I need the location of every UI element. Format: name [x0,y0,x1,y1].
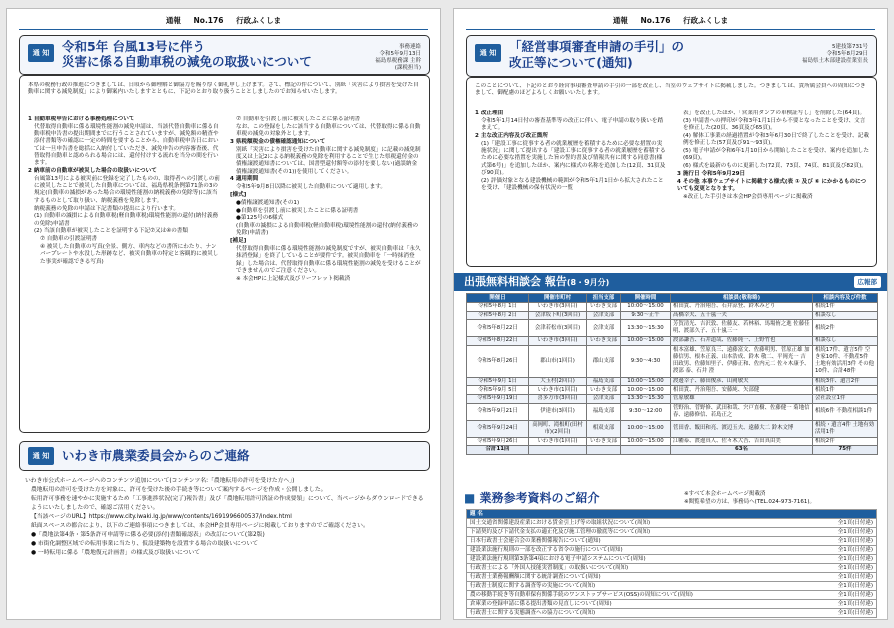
table-cell: 相田貴、丹治翔吾、石井涼登、鈴木みどり [671,303,813,312]
refs-title: 農の移動手続き等自動車保有関係手続のワンストップサービス(OSS)の周知について(周知) [467,591,817,600]
table-cell: 合計11回 [467,446,529,455]
refs-row [467,555,877,564]
table-row [467,311,878,320]
notice-paragraph: 令和5年9月8日以降に被災した自動車について適用します。 [236,184,386,191]
table-cell: 相双支部 [587,420,621,437]
refs-note: ※すべて本会ホームページ掲載済 [684,491,766,497]
table-cell: いわき市(3回目) [529,303,587,312]
column-header: 相談員(敬称略) [671,294,813,303]
table-cell: 会津支部 [587,311,621,320]
notice-paragraph: 転用許可事務を速やかに実施するため「工事進捗状況(完了)報告書」及び「農地転用許可済証の作成要領」について、当ページからダウンロードできるようにいたしましたので、確認ご活用ください。 [31,496,424,511]
consultation-table [466,293,878,455]
notice-paragraph: (1)「建設工事に従事する者の就業履歴を蓄積するために必要な措置の実施状況」に関して提出する「建設工事に従事する者の就業履歴を蓄積するために必要な措置を実施した旨の誓約書及び情報共有に関する同意書(様式第6号)」を追加したほか、案内に様式の名称を追加した(12頁、31頁及び90頁)。 [481,140,666,176]
notice-paragraph: ●自動車を引渡し前に被災したことに係る証明書 [236,207,359,214]
refs-table-header: 題 名 [467,510,877,519]
meta-line: (課税担当) [394,65,421,71]
notice-paragraph: ※改正した手引きは本会HP会員専用ページに掲載済 [683,193,813,200]
table-cell: 令和5年9月24日 [467,420,529,437]
notice-meta [802,44,868,65]
page-header [19,15,428,30]
notice-paragraph: 令和5年1月14日付の審査基準等の改正に伴い、電子申請の取り扱いを踏まえて。 [481,117,664,132]
refs-pages: 全1頁(日付違) [816,546,876,555]
table-cell: 10:00〜15:00 [621,303,671,312]
table-row [467,345,878,377]
right-page [453,8,888,620]
table-cell: 令和5年9月21日 [467,403,529,420]
refs-row [467,519,877,528]
notice-column-right [230,116,422,428]
table-cell: 会津支部 [587,394,621,403]
table-cell: 令和5年9月26日 [467,437,529,446]
refs-row [467,573,877,582]
table-cell: 高岡町、滝根町(田村市)(2回目) [529,420,587,437]
refs-table-body [467,519,877,618]
refs-title: 行政書士に関する実態調査への協力について(周知) [467,609,817,618]
notice-paragraph: 台風第13号による被災前に登録を完了したものの、取得者への引渡しの前に被災したことで被災した自動車については、福島県税条例第71条の3の規定(自動車の滅損があった場合の環境性能割の納税義務の免除等)に該当するものとして取り扱い、納税義務を免除します。 [34,175,220,204]
notice-paragraph: (2) 評価対象となる建設機械の範囲が令和5年1月1日から拡大されたことを受け、「建設機械の保有状況の一覧 [481,177,664,191]
notice-tag: 通 知 [28,447,54,465]
notice-paragraph: [様式] [230,191,247,198]
notice-box-title [466,35,877,77]
column-header: 開催市町村 [529,294,587,303]
table-cell: 福島支部 [587,403,621,420]
table-cell: 13:30〜15:30 [621,320,671,337]
notice-paragraph: 【当該ページのURL】https://www.city.iwaki.lg.jp/www/contents/1691996600537/index.html [31,513,292,520]
header-number: No.176 [640,16,671,25]
notice-paragraph: 3 県税額税金の債権確認通知について [230,138,326,145]
notice-title: 「経営事項審査申請の手引」の [509,39,685,54]
table-row [467,303,878,312]
refs-table [466,509,877,618]
table-cell: 令和5年9月 1日 [467,377,529,386]
refs-notes [684,490,879,508]
refs-row [467,609,877,618]
table-cell: 渡部謙吾、石井道哉、佐藤純一、上野竹也 [671,337,813,346]
table-cell: 会津支部 [587,320,621,337]
table-cell: いわき支部 [587,303,621,312]
refs-row [467,591,877,600]
table-cell: 郡山支部 [587,345,621,377]
header-name: 通報 [165,16,181,25]
table-cell: 令和5年8月22日 [467,320,529,337]
notice-column-left [28,116,220,428]
page-header [466,15,875,30]
table-cell: 令和5年8月22日 [467,337,529,346]
header-org: 行政ふくしま [236,16,282,25]
table-cell: 相続6件 不動産相談1件 [813,403,878,420]
table-cell: 菅田香、飯田和亮、渡辺玉夫、遠藤大二 鈴木文博 [671,420,813,437]
refs-pages: 全1頁(日付違) [816,537,876,546]
refs-row [467,582,877,591]
table-cell: 相続1件 [813,303,878,312]
refs-note: ※閲覧希望の方は、事務局へ(TEL.024-973-7161)。 [684,499,816,505]
refs-pages: 全1頁(日付違) [816,573,876,582]
header-name: 通報 [612,16,628,25]
notice-paragraph: 表」を改正したほか、「営業用ダンプの車検証写し」を削除した(64頁)。 [683,110,866,116]
table-cell: 菅野治、菅野修、武田和哉、宍戸直樹、佐藤健一 菊地信春、遠藤修信、若島正之 [671,403,813,420]
table-row [467,394,878,403]
section-badge: 広報部 [854,276,882,288]
table-cell: 令和5年9月19日 [467,394,529,403]
table-cell: 会社設立1件 [813,394,878,403]
notice-paragraph: (5) 電子申請が令和6年1月10日から開始したことを受け、案内を追加した(69頁)。 [683,147,869,162]
notice-paragraph: 4 適用期間 [230,176,259,183]
table-cell: いわき市(3回目) [529,337,587,346]
table-cell: 9:30〜12:00 [621,403,671,420]
notice-paragraph: いわき市公式ホームページへのコンテンツ追加について(コンテンツ名:「農地転用の許可を受けた方へ」) [25,478,295,484]
notice-paragraph: ● 市街化調整区域での転用事業に当たり、仮設建築物を設置する場合の取扱いについて [31,541,259,548]
table-cell: いわき支部 [587,437,621,446]
column-header: 開催日 [467,294,529,303]
notice-paragraph: 農地転用の許可を受けた方を対象に、許可を受けた後の手続き等について案内するページを作成・公開しました。 [31,487,327,494]
notice-paragraph: ●債権譲渡通知書(その1) [236,199,300,206]
table-row [467,420,878,437]
notice-column-right [677,110,869,264]
refs-title: 建設業法施行規則第3条第4項における電子申請システムについて(周知) [467,555,817,564]
notice-paragraph: [補足] [230,238,247,245]
notice-intro: このことについて、下記のとおり経営事項審査申請の手引の一部を改正し、当室のウェブサイトに掲載しました。つきましては、貴所属会員への周知につきまして、御配慮のほどよろしくお願いいたします。 [475,83,866,97]
table-row [467,377,878,386]
table-cell: いわき市(1回目) [529,386,587,395]
notice-paragraph: 2 納車前の自動車が被災した場合の取扱いについて [28,168,157,175]
table-cell: 相談なし [813,311,878,320]
table-header-row [467,294,878,303]
table-cell: 令和5年9月 5日 [467,386,529,395]
table-cell: 江幡泰、渡邊真人、佐々木大吾、吉田真由美 [671,437,813,446]
notice-body-box [19,75,430,433]
table-cell: 相田貴、丹治翔吾、安藤純、矢部健 [671,386,813,395]
refs-pages: 全1頁(日付違) [816,528,876,537]
notice-column-left [475,110,667,264]
table-cell: 令和5年8月 2日 [467,311,529,320]
refs-pages: 全1頁(日付違) [816,582,876,591]
table-cell: 相続1件 [813,386,878,395]
table-cell: 10:00〜15:00 [621,337,671,346]
notice-body-box [466,77,877,267]
refs-pages: 全1頁(日付違) [816,600,876,609]
notice-paragraph: 納税義務の免除の申請は下記書類の提出により行います。 [34,205,179,212]
table-cell: 相続17件、遺言5件 空き家10件、不動産5件 土地有効活用3件 その他10件、合計48件 [813,345,878,377]
notice-paragraph: (4) 解体工事業の経過措置が令和3年6月30日で終了したことを受け、記載例を修正した(57頁及び91〜93頁)。 [683,132,869,147]
notice-paragraph: (1) 自動車の滅損による自動車税(軽自動車税)環境性能割の還付(納付義務の免除)申請書 [34,213,219,227]
table-cell: 会津坂下町(3回目) [529,311,587,320]
square-bullet-icon: ■ [464,491,480,505]
refs-title: 行政書士業務報酬額に関する統計調査について(周知) [467,573,817,582]
refs-title: 下請契約及び下請代金支払の適正化及び施工管理の徹底等について(周知) [467,528,817,537]
notice-paragraph: ●「農地法第4条・第5条許可申請等に係る必要(添付)書類確認表」の改訂について(第2版) [31,532,265,539]
table-cell: いわき市(1回目) [529,437,587,446]
table-cell: 10:00〜15:00 [621,377,671,386]
notice-tag: 通 知 [28,44,54,62]
column-header: 担当支部 [587,294,621,303]
meta-line: 事務連絡 [398,44,421,50]
refs-row [467,564,877,573]
column-header: 開催時間 [621,294,671,303]
table-row [467,337,878,346]
notice-paragraph: 2 主な改正内容及び改正箇所 [475,132,548,139]
refs-title: 倉庫業の登録申請に係る提出書類の見直しについて(周知) [467,600,817,609]
refs-row [467,600,877,609]
meta-line: 福島県税務課 主幹 [375,58,421,64]
notice-paragraph: ⑦ 自動車を引渡し前に被災したことに係る証明書 [236,116,361,122]
table-cell: 9:30〜4:30 [621,345,671,377]
meta-line: 5建技第731号 [832,44,868,50]
table-cell: 菅原敏雄 [671,394,813,403]
notice-paragraph: 1 自動車税申告における事務処理について [28,116,135,122]
table-cell: 相続3件、遺言2件 [813,377,878,386]
notice-paragraph: 代替取得自動車に係る環境性能割の減免申請は、当該代替自動車に係る自動車税申告書の提出期間までに行うことされていますが、減免額の精査や添付書類等の確認に一定の時間を要することから、自動車税申告日においては一旦申告書を総括に入納付していただき、減免申告の内容審査後、代替取得自動車と認められる場合には、還付付けする流れを当分の間を行います。 [34,123,219,167]
meta-line: 福島県土木部建設産業室長 [801,58,868,64]
table-cell: 芳賀清光、吉沢敦、佐藤友、若林裕、馬場侑之進 佐藤佳明、渡部久子、五十嵐三一 [671,320,813,337]
notice-paragraph: ●第125号の6様式 [236,215,284,222]
notice-body [25,477,425,613]
refs-row [467,528,877,537]
header-number: No.176 [193,16,224,25]
refs-pages: 全1頁(日付違) [816,591,876,600]
refs-title: 行政書士による「外国人技能実習制度」の取扱いについて(周知) [467,564,817,573]
refs-pages: 全1頁(日付違) [816,564,876,573]
consultation-section-header [454,273,887,291]
refs-row [467,537,877,546]
table-cell: 喜多方市(3回目) [529,394,587,403]
table-cell: 郡山市(1回目) [529,345,587,377]
notice-paragraph: 4 その他 本事ウェブサイトに掲載する様式(表 ① 及び ⑥ にかかるものについても変更となります。 [677,178,867,192]
table-cell: 令和5年8月26日 [467,345,529,377]
table-cell: 伊達市(3回目) [529,403,587,420]
notice-paragraph: ⑦ 自動車の引渡証明書 [40,236,98,243]
left-page [6,8,441,620]
table-cell [529,446,587,455]
notice-paragraph: (6) 様式を最新のものに更新した(72頁、73頁、74頁、81頁及び82頁)。 [683,163,867,170]
section-title: 業務参考資料のご紹介 [479,491,600,505]
table-cell: 相談なし [813,337,878,346]
notice-box-title [19,35,430,75]
section-title: 出張無料相談会 報告 [464,275,567,288]
notice-paragraph: 代替取得自動車に係る環境性能割の減免制度ですが、被災自動車は「永久抹消登録」を終了していることが要件です。被災自動車を「一時抹消登録」した場合は、代替取得自動車に係る環境性能割の減免を受けることができませんのでご注意ください。 [236,246,421,274]
table-cell: いわき支部 [587,337,621,346]
table-total-row [467,446,878,455]
refs-title: 行政書士制度に関する調査等の実施について(周知) [467,582,817,591]
table-cell: 10:00〜15:00 [621,420,671,437]
table-cell: 13:30〜15:30 [621,394,671,403]
table-cell: 75件 [813,446,878,455]
notice-paragraph: (自動車の滅損による自動車税(軽自動車税)環境性能割の還付(納付義務の免除)申請書) [236,223,419,237]
table-cell: 高橋幸夫、五十嵐一夫 [671,311,813,320]
refs-pages: 全1頁(日付違) [816,555,876,564]
table-cell [621,446,671,455]
table-cell: 10:00〜15:00 [621,437,671,446]
refs-pages: 全1頁(日付違) [816,609,876,618]
table-row [467,386,878,395]
refs-row [467,546,877,555]
table-cell: 令和5年8月 1日 [467,303,529,312]
notice-title: 令和5年 台風13号に伴う [62,39,205,54]
table-row [467,403,878,420]
table-cell: 相続2件 [813,437,878,446]
table-cell: 相続2件 [813,320,878,337]
refs-title: 日本行政書士会連合会の業務関係報告について(通知) [467,537,817,546]
table-cell: 9:30〜正午 [621,311,671,320]
table-row [467,437,878,446]
notice-paragraph: ④ 被災した自動車の写真(全景、側方、車内などの書所にわたり、ナンバープレートや水没した形跡など、被災自動車の特定と客観的に被災した事実が確認できる写真) [40,244,219,265]
notice-paragraph: ● 一時転用に係る「農地復元計画書」の様式及び取扱いについて [31,550,201,557]
column-header: 相談内容及び件数 [813,294,878,303]
refs-title: 建設業法施行規則の一部を改正する省令の施行について(周知) [467,546,817,555]
refs-pages: 全1頁(日付違) [816,519,876,528]
section-subtitle: (8・9月分) [566,278,610,287]
table-cell: 福島支部 [587,377,621,386]
table-cell: いわき支部 [587,386,621,395]
notice-meta [375,44,421,72]
table-cell [587,446,621,455]
table-cell: 63名 [671,446,813,455]
table-cell: 渡邊幸子、藤田俊彦、山岡敏夫 [671,377,813,386]
notice-paragraph: 3 施行日 令和5年9月29日 [677,170,746,177]
notice-box-title [19,441,430,471]
table-cell: 相続・遺言4件 土地有効活用1件 [813,420,878,437]
notice-paragraph: (2) 当該自動車が被災したことを証明する下記⑦又は④の書類 [34,228,188,235]
meta-line: 令和5年9月13日 [379,51,421,57]
notice-tag: 通 知 [475,44,501,62]
notice-title: 災害に係る自動車税の減免の取扱いについて [62,54,312,69]
refs-title: 国土交通省関係建設産業における賃金引上げ等の取組状況について(周知) [467,519,817,528]
notice-paragraph: (3) 申請書への押印が令和3年1月1日から不要となったことを受け、文言を修正した(20頁、36頁及び65頁)。 [683,117,866,132]
table-cell: 大玉村(2回目) [529,377,587,386]
header-org: 行政ふくしま [683,16,729,25]
table-row [467,320,878,337]
notice-title: いわき市農業委員会からのご連絡 [62,448,250,463]
notice-intro: 本県の税務行政の推進につきましては、日頃から御理解と御協力を賜り厚く御礼申し上げます。さて、標記の件について、別紙「災害により損害を受けた自動車に関する減免制度」により御案内いたしますとともに、下記のとおり取り扱うこととしましたのでお知らせいたします。 [28,82,419,96]
notice-paragraph: ※ 本会HPに上記様式及びリーフレット掲載済 [236,275,351,282]
notice-title: 改正等について(通知) [509,55,633,70]
table-cell: 会津若松市(3回目) [529,320,587,337]
meta-line: 令和5年8月29日 [826,51,868,57]
notice-paragraph: 1 改正理由 [475,110,504,116]
notice-paragraph: なお、この登録をしたに該当する自動車については、代替取得に係る自動車税の減免の対象外とします。 [236,123,421,138]
notice-paragraph: 別紙「災害により損害を受けた自動車に関する減免制度」に記載の減免制度又は上記2による納税義務の免除を利用することで生じた県税還付金の債権譲渡通知書については、国書型還付額等の添付を要しない(過誤納金債権譲渡通知書(その1))を使用してください。 [236,146,421,175]
table-cell: 10:00〜15:00 [621,386,671,395]
table-cell: 根本富雄、笠原良三、遠藤富文、佐藤明男、菅原正雄 加藤信男、根本正義、山本浩成、鈴木 敬二、平岡光一 吉田政男、佐藤知里子、伊藤正和、佐内元二 佐々木康予、渡部 泰、石井 澄 [671,345,813,377]
notice-paragraph: 紙面スペースの都合により、以下のご連絡事項につきましては、本会HP会員専用ページに掲載しておりますのでご確認ください。 [31,522,369,529]
table-body [467,303,878,455]
